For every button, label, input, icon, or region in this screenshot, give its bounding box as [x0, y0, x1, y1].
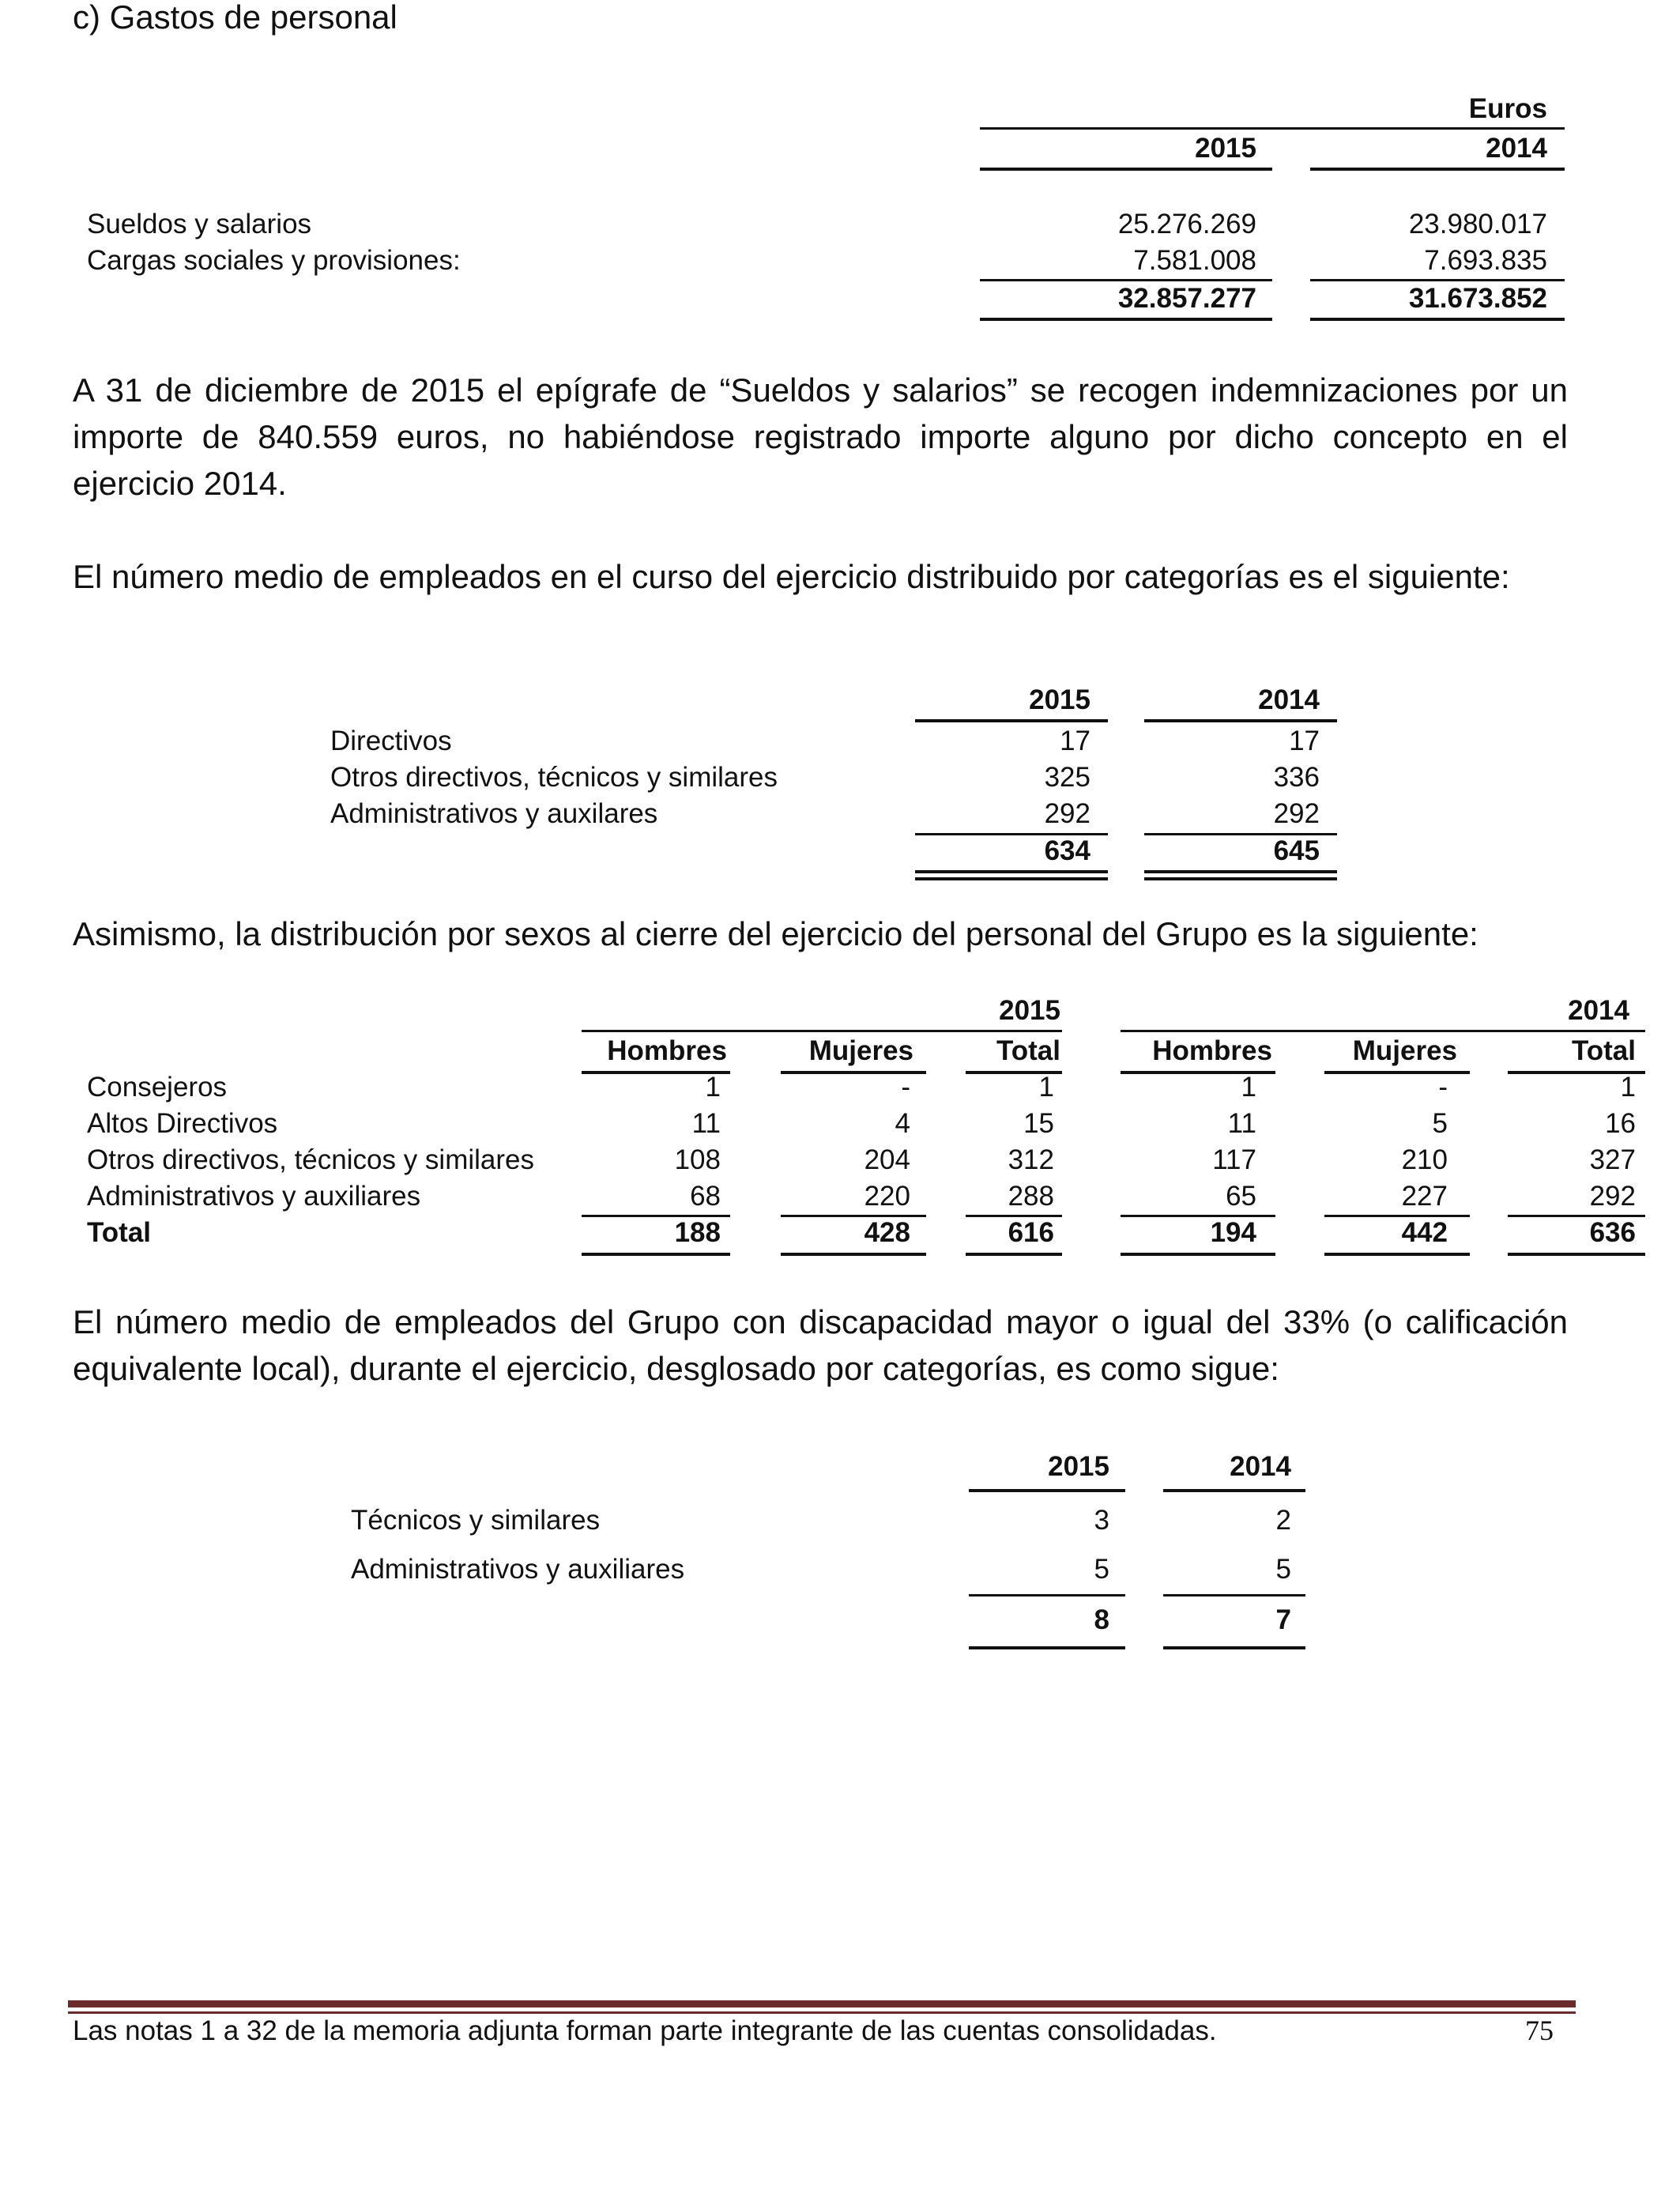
- cell-value: 336: [1273, 762, 1320, 793]
- year-header: 2015: [1029, 684, 1090, 715]
- footer-rule-thin: [68, 2011, 1576, 2014]
- year-header: 2015: [999, 995, 1060, 1026]
- total-value: 645: [1273, 835, 1320, 866]
- cell-value: 2: [1275, 1505, 1291, 1536]
- total-value: 194: [1210, 1217, 1256, 1248]
- column-rule: [969, 1489, 1125, 1492]
- cell-value: 210: [1401, 1144, 1448, 1175]
- row-label: Administrativos y auxilares: [330, 798, 658, 829]
- cell-value: 1: [1038, 1072, 1054, 1103]
- total-rule: [1121, 1253, 1275, 1256]
- year-header: 2015: [1195, 133, 1256, 164]
- column-rule: [1163, 1489, 1305, 1492]
- column-header: Total: [1571, 1035, 1636, 1066]
- subtotal-rule: [1163, 1594, 1305, 1596]
- total-value: 7: [1275, 1604, 1291, 1635]
- year-header: 2014: [1568, 995, 1629, 1026]
- cell-value: 5: [1094, 1554, 1109, 1585]
- cell-value: 25.276.269: [1117, 209, 1256, 239]
- cell-value: 17: [1289, 726, 1320, 756]
- cell-value: 15: [1023, 1108, 1054, 1139]
- cell-value: 11: [691, 1108, 721, 1139]
- year-header: 2014: [1230, 1451, 1291, 1482]
- cell-value: 117: [1212, 1144, 1256, 1175]
- row-label: Consejeros: [87, 1072, 228, 1103]
- subtotal-rule: [980, 279, 1272, 281]
- cell-value: 16: [1605, 1108, 1636, 1139]
- total-rule: [1310, 318, 1565, 321]
- total-double-rule: [915, 870, 1108, 880]
- cell-value: 227: [1401, 1181, 1448, 1212]
- cell-value: 288: [1008, 1181, 1054, 1212]
- row-label: Otros directivos, técnicos y similares: [330, 762, 778, 793]
- column-header: Hombres: [607, 1035, 727, 1066]
- total-value: 442: [1401, 1217, 1448, 1248]
- total-rule: [969, 1646, 1125, 1649]
- total-value: 636: [1589, 1217, 1636, 1248]
- cell-value: 7.581.008: [1133, 245, 1256, 276]
- header-rule: [980, 127, 1565, 130]
- total-value: 8: [1094, 1604, 1109, 1635]
- cell-value: 220: [864, 1181, 910, 1212]
- page-number: 75: [1525, 2015, 1554, 2046]
- footer-note: Las notas 1 a 32 de la memoria adjunta forman parte integrante de las cuentas consolidadas.: [73, 2015, 1217, 2046]
- cell-value: 17: [1060, 726, 1090, 756]
- cell-value: 3: [1094, 1505, 1109, 1536]
- row-label: Cargas sociales y provisiones:: [87, 245, 461, 276]
- total-value: 188: [674, 1217, 721, 1248]
- cell-value: 325: [1044, 762, 1090, 793]
- total-rule: [1324, 1253, 1470, 1256]
- cell-value: 4: [895, 1108, 910, 1139]
- total-value: 31.673.852: [1408, 283, 1547, 314]
- paragraph-disability: El número medio de empleados del Grupo con discapacidad mayor o igual del 33% (o calificación equivalente local), durante el ejercicio, desglosado por categorías, es como sigue:: [73, 1303, 1568, 1387]
- row-label: Sueldos y salarios: [87, 209, 312, 239]
- total-rule: [582, 1253, 730, 1256]
- total-value: 616: [1008, 1217, 1054, 1248]
- year-rule: [582, 1030, 1062, 1032]
- year-header: 2014: [1258, 684, 1320, 715]
- cell-value: 204: [864, 1144, 910, 1175]
- row-label: Altos Directivos: [87, 1108, 278, 1139]
- total-rule: [781, 1253, 926, 1256]
- total-label: Total: [87, 1217, 152, 1248]
- cell-value: 11: [1227, 1108, 1256, 1139]
- column-header: Mujeres: [808, 1035, 913, 1066]
- column-rule: [1310, 168, 1565, 171]
- footer-rule: [68, 2000, 1576, 2007]
- row-label: Directivos: [330, 726, 452, 756]
- total-double-rule: [1144, 870, 1337, 880]
- cell-value: 292: [1273, 798, 1320, 829]
- column-header: Hombres: [1152, 1035, 1272, 1066]
- cell-value: 23.980.017: [1408, 209, 1547, 239]
- paragraph-indemnizaciones: A 31 de diciembre de 2015 el epígrafe de “Sueldos y salarios” se recogen indemnizaciones por un importe de 840.559 euros, no habiéndose registrado importe alguno por dicho concepto en el ejercicio 2014.: [73, 371, 1568, 502]
- column-header: Mujeres: [1352, 1035, 1457, 1066]
- total-rule: [1163, 1646, 1305, 1649]
- paragraph-average-employees: El número medio de empleados en el curso del ejercicio distribuido por categorías es el siguiente:: [73, 558, 1510, 595]
- total-value: 634: [1044, 835, 1090, 866]
- column-rule: [1144, 719, 1337, 722]
- total-value: 32.857.277: [1117, 283, 1256, 314]
- cell-value: 1: [705, 1072, 721, 1103]
- year-rule: [1121, 1030, 1645, 1032]
- cell-value: 7.693.835: [1424, 245, 1547, 276]
- row-label: Administrativos y auxiliares: [351, 1554, 685, 1585]
- total-value: 428: [864, 1217, 910, 1248]
- cell-value: 68: [690, 1181, 721, 1212]
- row-label: Otros directivos, técnicos y similares: [87, 1144, 534, 1175]
- total-rule: [980, 318, 1272, 321]
- year-header: 2015: [1048, 1451, 1109, 1482]
- cell-value: 108: [674, 1144, 721, 1175]
- subtotal-rule: [969, 1594, 1125, 1596]
- row-label: Técnicos y similares: [351, 1505, 601, 1536]
- unit-header: Euros: [1468, 93, 1547, 124]
- row-label: Administrativos y auxiliares: [87, 1181, 421, 1212]
- column-rule: [915, 719, 1108, 722]
- cell-value: 292: [1044, 798, 1090, 829]
- column-rule: [980, 168, 1272, 171]
- cell-value: -: [1438, 1072, 1448, 1103]
- total-rule: [966, 1253, 1062, 1256]
- subtotal-rule: [1310, 279, 1565, 281]
- cell-value: 5: [1432, 1108, 1448, 1139]
- paragraph-gender-distribution: Asimismo, la distribución por sexos al cierre del ejercicio del personal del Grupo es la siguiente:: [73, 915, 1478, 952]
- year-header: 2014: [1486, 133, 1547, 164]
- cell-value: 292: [1589, 1181, 1636, 1212]
- cell-value: 65: [1226, 1181, 1256, 1212]
- column-header: Total: [996, 1035, 1060, 1066]
- cell-value: 5: [1275, 1554, 1291, 1585]
- section-title: c) Gastos de personal: [73, 0, 397, 36]
- cell-value: -: [901, 1072, 910, 1103]
- cell-value: 1: [1241, 1072, 1256, 1103]
- cell-value: 1: [1620, 1072, 1636, 1103]
- cell-value: 312: [1008, 1144, 1054, 1175]
- total-rule: [1508, 1253, 1645, 1256]
- cell-value: 327: [1589, 1144, 1636, 1175]
